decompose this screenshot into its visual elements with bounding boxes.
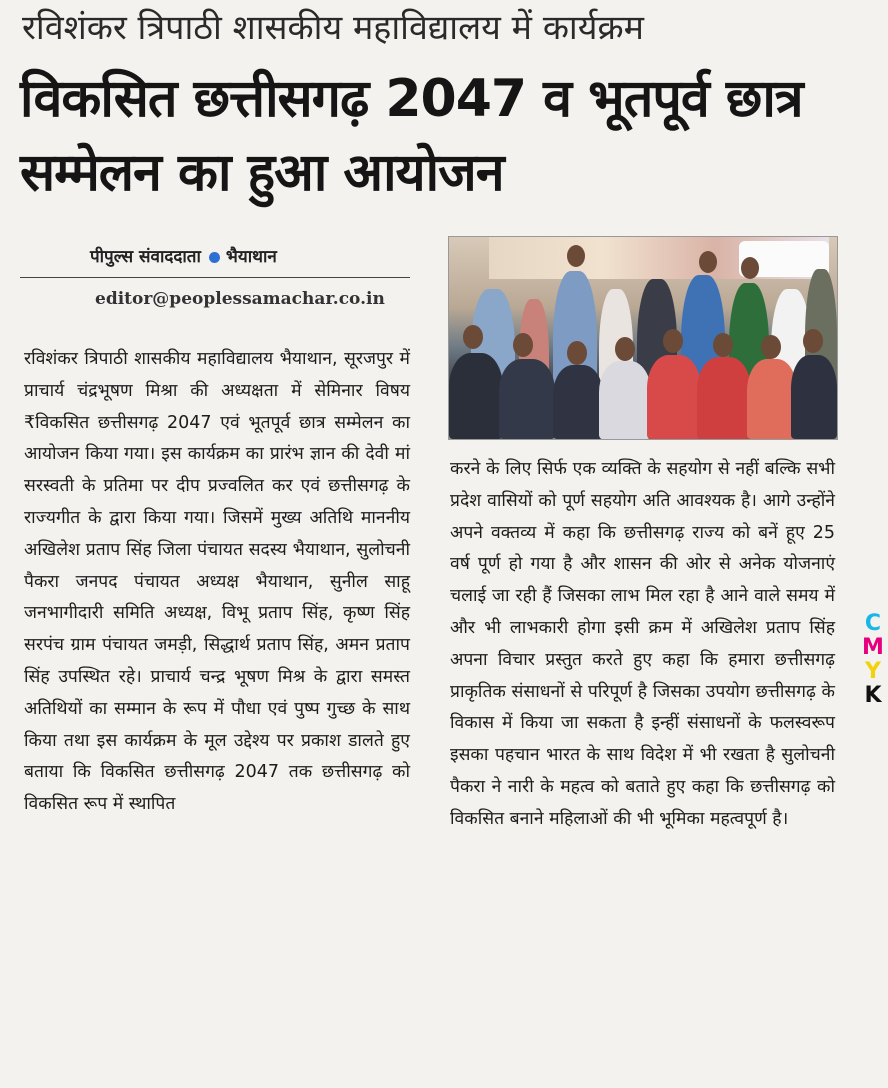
cmyk-c: C	[864, 611, 882, 636]
photo-head	[567, 245, 585, 267]
cmyk-y: Y	[865, 659, 881, 684]
cmyk-m: M	[862, 635, 884, 660]
photo-head	[741, 257, 759, 279]
photo-head	[567, 341, 587, 365]
photo-person	[599, 361, 651, 439]
byline-rule	[20, 277, 410, 278]
email-link[interactable]: editor@peoplessamachar.co.in	[95, 289, 385, 309]
photo-person	[697, 357, 751, 439]
cmyk-k: K	[864, 683, 882, 708]
photo-person	[553, 365, 603, 439]
photo-person	[747, 359, 797, 439]
photo-person	[499, 359, 555, 439]
cmyk-registration-mark	[862, 612, 884, 708]
kicker: रविशंकर त्रिपाठी शासकीय महाविद्यालय में कार्यक्रम	[22, 8, 644, 48]
photo-head	[663, 329, 683, 353]
photo-head	[513, 333, 533, 357]
headline: विकसित छत्तीसगढ़ 2047 व भूतपूर्व छात्र सम्मेलन का हुआ आयोजन	[20, 69, 803, 203]
photo-head	[699, 251, 717, 273]
group-photo	[448, 236, 838, 440]
photo-head	[463, 325, 483, 349]
bullet-dot-icon	[209, 252, 220, 263]
photo-person	[647, 355, 701, 439]
byline-place: भैयाथान	[225, 247, 277, 267]
photo-person	[449, 353, 503, 439]
article-column-2: करने के लिए सिर्फ एक व्यक्ति के सहयोग से नहीं बल्कि सभी प्रदेश वासियों को पूर्ण सहयोग अति आवश्यक है। आगे उन्होंने अपने वक्तव्य में कहा कि छत्तीसगढ़ राज्य को बनें हूए 25 वर्ष पूर्ण हो गया है और शासन की ओर से अनेक योजनाएं चलाई जा रही हैं जिसका लाभ मिल रहा है आने वाले समय में और भी लाभकारी होगा इसी क्रम में अखिलेश प्रताप सिंह अपना विचार प्रस्तुत करते हुए कहा कि हमारा छत्तीसगढ़ प्राकृतिक संसाधनों से परिपूर्ण है जिसका उपयोग छत्तीसगढ़ के विकास में किया जा सकता है इन्हीं संसाधनों के फलस्वरूप इसका पहचान भारत के साथ विदेश में भी रखता है सुलोचनी पैकरा ने नारी के महत्व को बताते हुए कहा कि छत्तीसगढ़ को विकसित बनाने महिलाओं की भी भूमिका महत्वपूर्ण है।	[450, 459, 835, 829]
article-column-1: रविशंकर त्रिपाठी शासकीय महाविद्यालय भैयाथान, सूरजपुर में प्राचार्य चंद्रभूषण मिश्रा की अध्यक्षता में सेमिनार विषय ₹विकसित छत्तीसगढ़ 2047 एवं भूतपूर्व छात्र सम्मेलन का आयोजन किया गया। इस कार्यक्रम का प्रारंभ ज्ञान की देवी मां सरस्वती के प्रतिमा पर दीप प्रज्वलित कर एवं छत्तीसगढ़ के राज्यगीत के द्वारा किया गया। जिसमें मुख्य अतिथि माननीय अखिलेश प्रताप सिंह जिला पंचायत सदस्य भैयाथान, सुलोचनी पैकरा जनपद पंचायत अध्यक्ष भैयाथान, सुनील साहू जनभागीदारी समिति अध्यक्ष, विभू प्रताप सिंह, कृष्ण सिंह सरपंच ग्राम पंचायत जमड़ी, सिद्धार्थ प्रताप सिंह, अमन प्रताप सिंह उपस्थित रहे। प्राचार्य चन्द्र भूषण मिश्र के द्वारा समस्त अतिथियों का सम्मान के रूप में पौधा एवं पुष्प गुच्छ के साथ किया तथा इस कार्यक्रम के मूल उद्देश्य पर प्रकाश डालते हुए बताया कि विकसित छत्तीसगढ़ 2047 तक छत्तीसगढ़ को विकसित रूप में स्थापित	[24, 349, 410, 815]
photo-head	[713, 333, 733, 357]
photo-head	[803, 329, 823, 353]
photo-head	[615, 337, 635, 361]
photo-person	[791, 355, 837, 439]
photo-head	[761, 335, 781, 359]
byline	[90, 244, 410, 267]
byline-author: पीपुल्स संवाददाता	[90, 247, 201, 267]
